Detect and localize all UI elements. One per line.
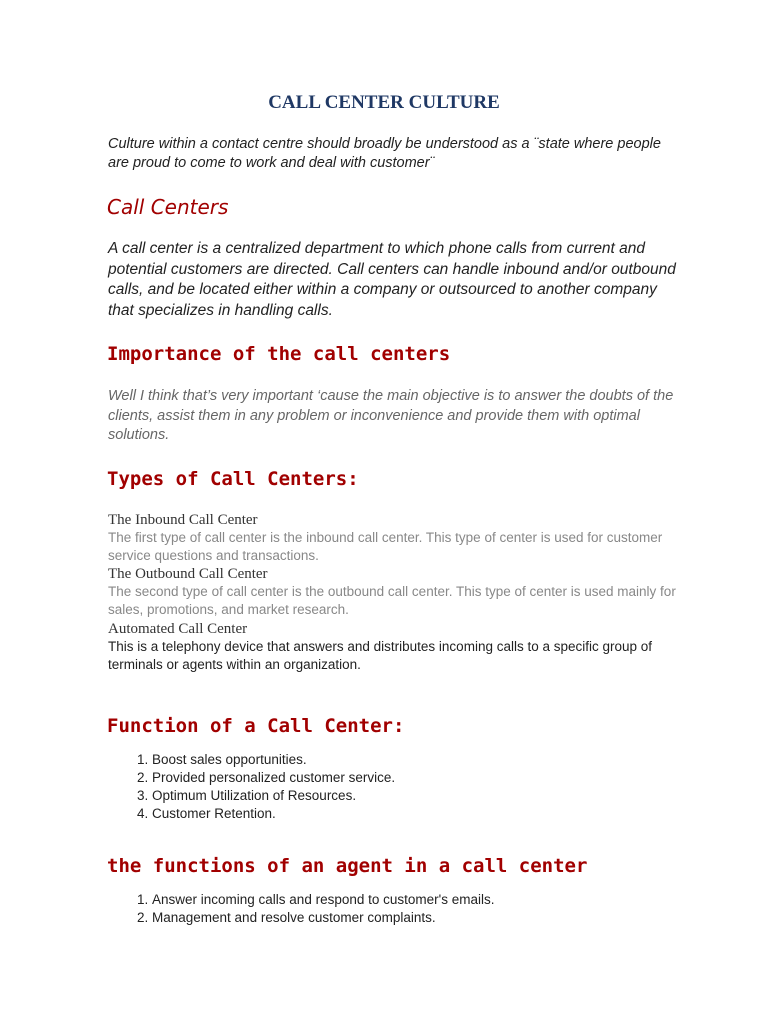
list-item: 1. Answer incoming calls and respond to customer's emails. bbox=[152, 891, 494, 909]
types-heading: Types of Call Centers: bbox=[107, 468, 359, 490]
call-centers-heading: Call Centers bbox=[107, 195, 229, 219]
importance-text: Well I think that’s very important ‘cause the main objective is to answer the doubts of the clients, assist them in any problem or inconvenience and provide them with optimal solutions. bbox=[108, 388, 674, 443]
type-title: Automated Call Center bbox=[108, 621, 248, 637]
intro-text: Culture within a contact centre should broadly be understood as a ¨state where people are proud to come to work and deal with customer¨ bbox=[108, 136, 661, 171]
function-list bbox=[108, 751, 395, 823]
type-desc: The first type of call center is the inbound call center. This type of center is used for customer service questions and transactions. bbox=[108, 530, 663, 563]
list-item: 3. Optimum Utilization of Resources. bbox=[152, 787, 395, 805]
type-desc: The second type of call center is the outbound call center. This type of center is used mainly for sales, promotions, and market research. bbox=[108, 584, 676, 617]
function-heading: Function of a Call Center: bbox=[107, 715, 405, 737]
list-item: 2. Management and resolve customer complaints. bbox=[152, 909, 494, 927]
type-title: The Outbound Call Center bbox=[108, 566, 268, 582]
document-title: CALL CENTER CULTURE bbox=[268, 92, 500, 113]
call-centers-text: A call center is a centralized department to which phone calls from current and potential customers are directed. Call centers can handle inbound and/or outbound calls, and be located either within a company or outsourced to another company that specializes in handling calls. bbox=[108, 240, 676, 319]
list-item: 4. Customer Retention. bbox=[152, 805, 395, 823]
importance-heading: Importance of the call centers bbox=[107, 343, 451, 365]
type-automated bbox=[108, 620, 678, 673]
agent-list bbox=[108, 891, 494, 927]
type-desc: This is a telephony device that answers and distributes incoming calls to a specific group of terminals or agents within an organization. bbox=[108, 639, 653, 672]
type-title: The Inbound Call Center bbox=[108, 512, 258, 528]
agent-heading: the functions of an agent in a call center bbox=[107, 855, 588, 877]
list-item: 2. Provided personalized customer service. bbox=[152, 769, 395, 787]
type-outbound bbox=[108, 565, 678, 618]
type-inbound bbox=[108, 511, 678, 564]
list-item: 1. Boost sales opportunities. bbox=[152, 751, 395, 769]
